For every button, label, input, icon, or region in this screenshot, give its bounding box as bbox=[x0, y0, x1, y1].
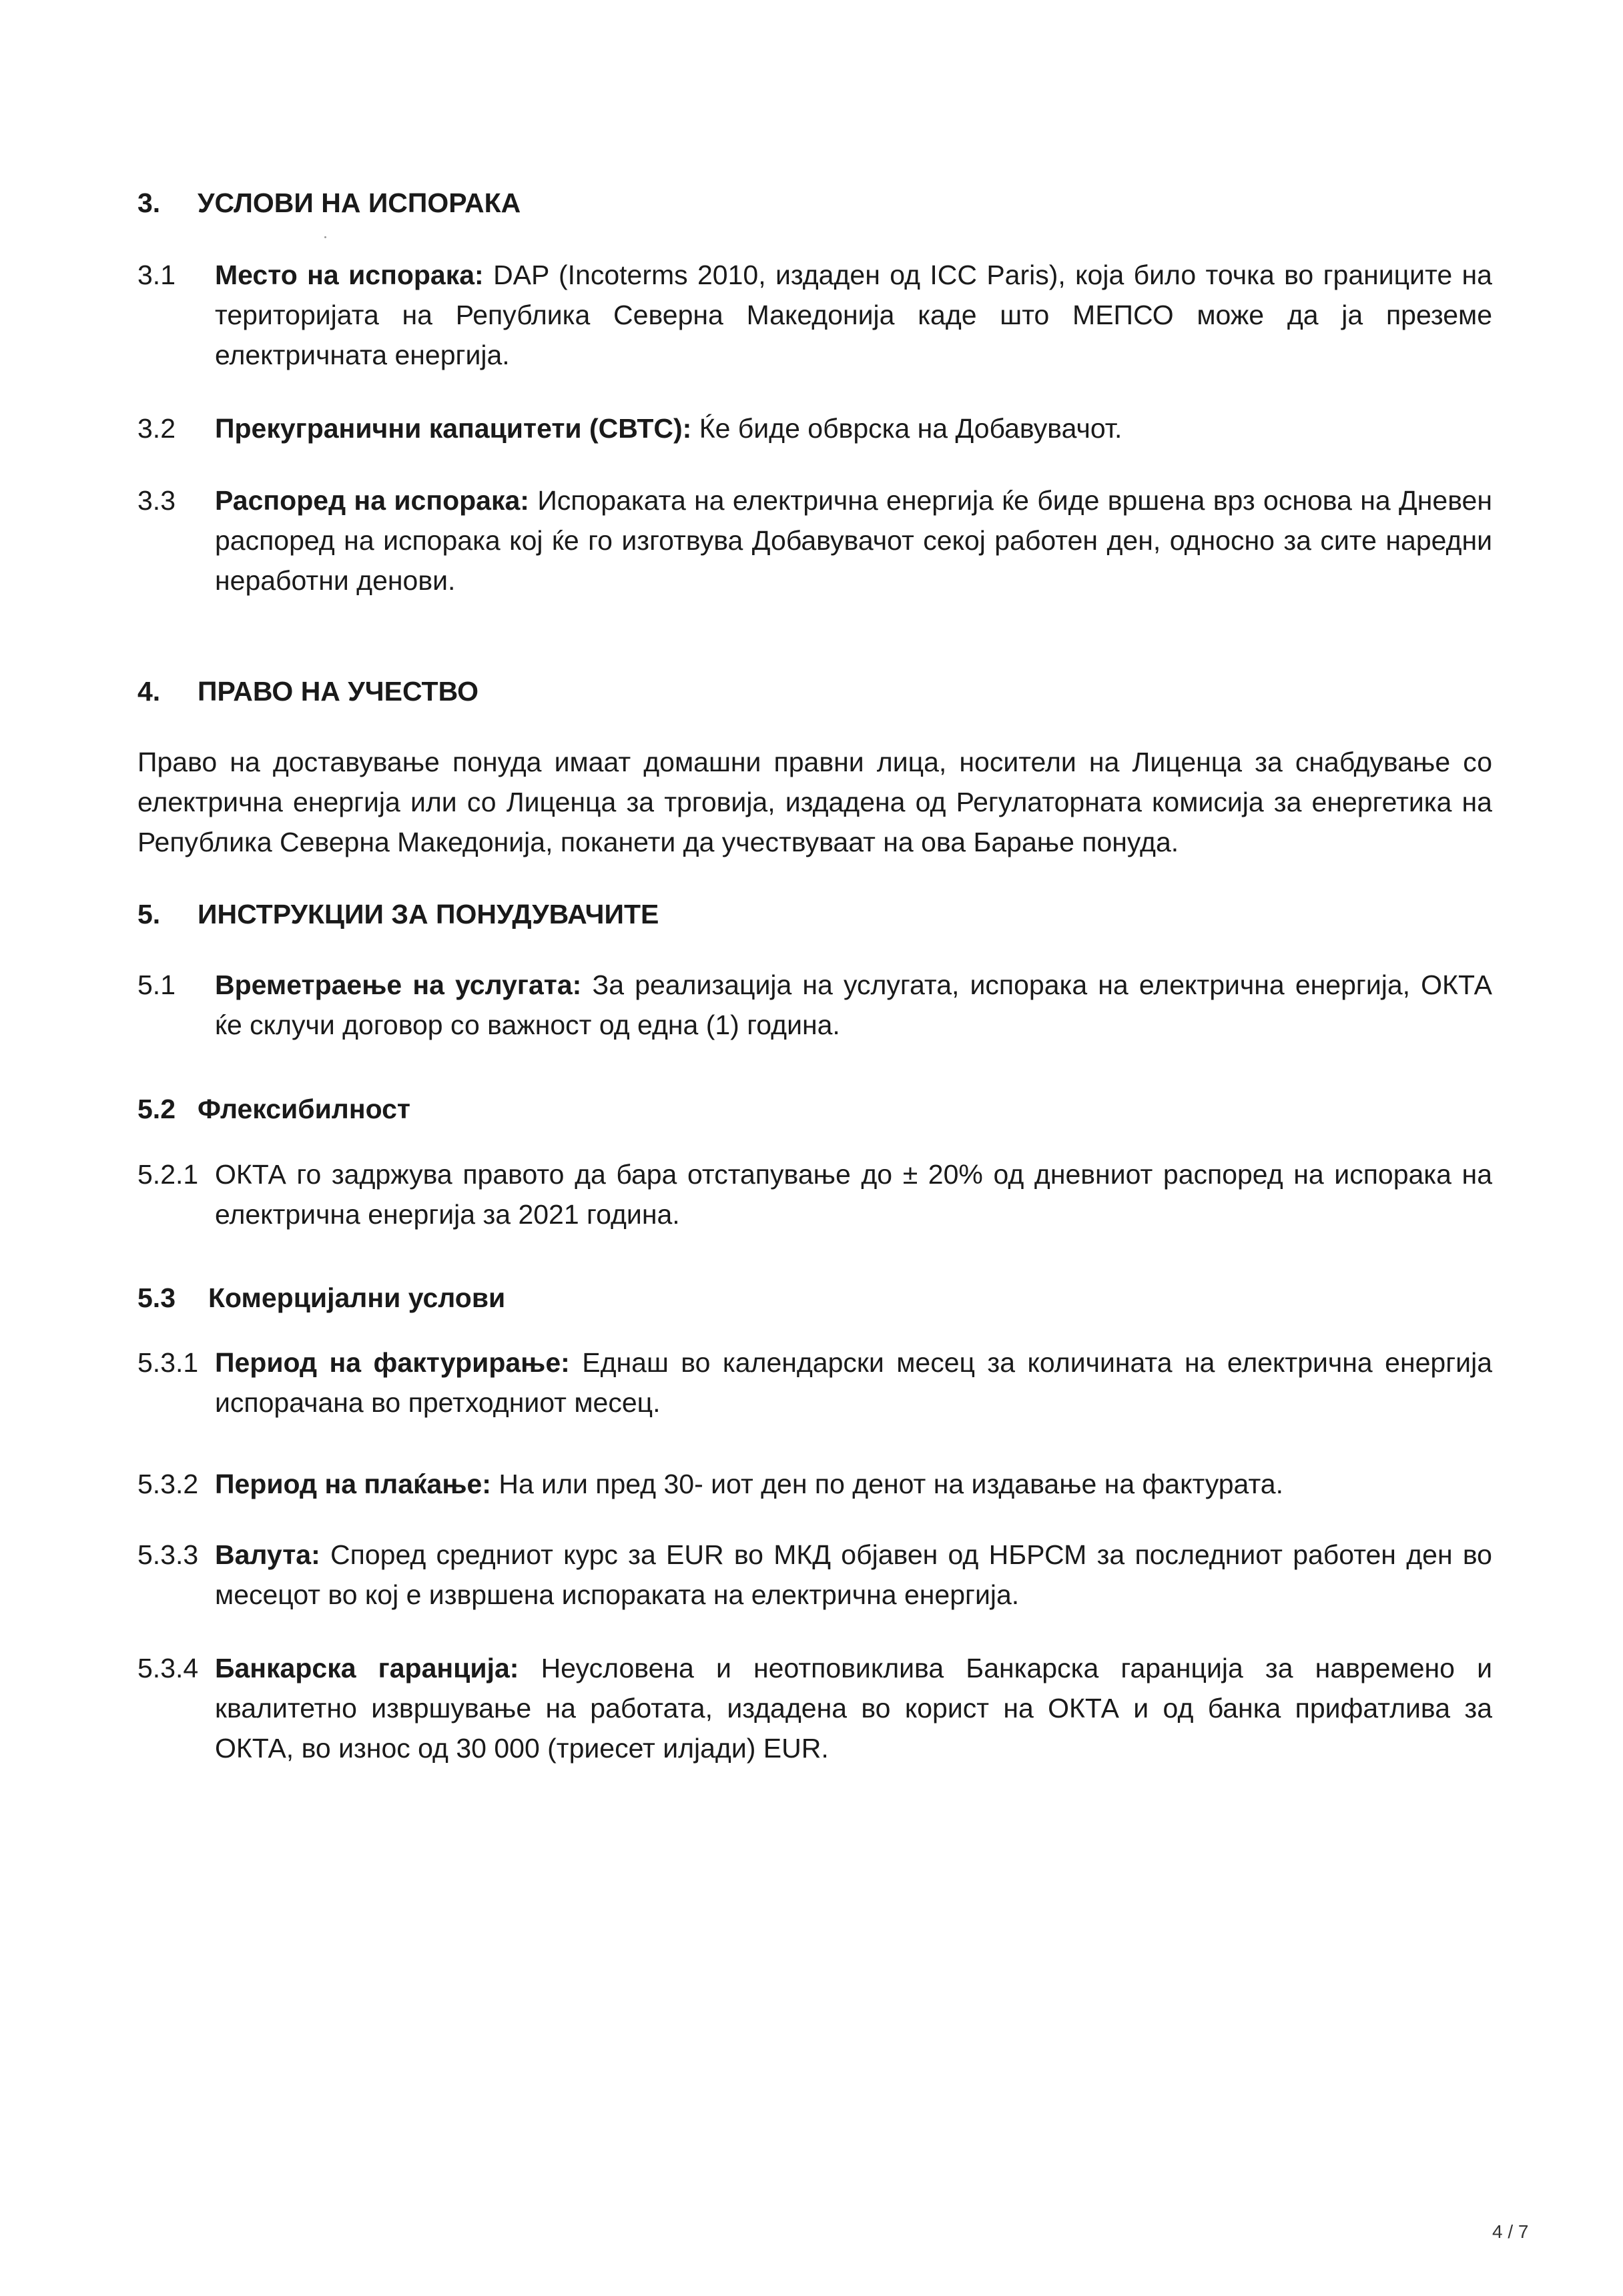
item-5-3-2 bbox=[137, 1464, 1492, 1504]
section-number: 5.3 bbox=[137, 1282, 176, 1313]
item-body bbox=[215, 1343, 1492, 1423]
item-text: Испораката на електрична енергија ќе биде вршена врз основа на Дневен распоред на испорака кој ќе го изготвува Добавувачот секој работен ден, односно за сите наредни неработни денови. bbox=[215, 485, 1492, 596]
item-label: Период на плаќање: bbox=[215, 1469, 491, 1499]
scan-speck bbox=[324, 236, 326, 238]
item-number: 5.3.4 bbox=[137, 1653, 199, 1683]
item-text: Според средниот курс за EUR во МКД објавен од НБРСМ за последниот работен ден во месецот во кој е извршена испораката на електрична енергија. bbox=[215, 1539, 1492, 1610]
item-number: 5.3.3 bbox=[137, 1539, 199, 1570]
item-3-1 bbox=[137, 255, 1492, 375]
item-number: 5.2.1 bbox=[137, 1159, 199, 1190]
item-number: 5.1 bbox=[137, 970, 176, 1000]
item-label: Времетраење на услугата: bbox=[215, 970, 582, 1000]
section-title: Флексибилност bbox=[198, 1094, 410, 1124]
item-label: Период на фактурирање: bbox=[215, 1347, 570, 1378]
item-text: Ќе биде обврска на Добавувачот. bbox=[699, 413, 1122, 444]
section-5-3-heading bbox=[137, 1278, 1492, 1318]
item-label: Распоред на испорака: bbox=[215, 485, 529, 516]
item-5-1 bbox=[137, 965, 1492, 1045]
item-label: Банкарска гаранција: bbox=[215, 1653, 519, 1683]
item-number: 3.1 bbox=[137, 260, 176, 290]
item-number: 5.3.1 bbox=[137, 1347, 199, 1378]
section-number: 3. bbox=[137, 187, 161, 218]
item-5-3-3 bbox=[137, 1535, 1492, 1615]
item-body bbox=[215, 255, 1492, 375]
section-number: 4. bbox=[137, 676, 161, 707]
item-number: 3.3 bbox=[137, 485, 176, 516]
item-text: Еднаш во календарски месец за количината на електрична енергија испорачана во претходниот месец. bbox=[215, 1347, 1492, 1418]
item-body bbox=[215, 1464, 1492, 1504]
section-title: УСЛОВИ НА ИСПОРАКА bbox=[198, 187, 521, 218]
item-3-2 bbox=[137, 408, 1492, 448]
item-body bbox=[215, 1648, 1492, 1768]
section-number: 5.2 bbox=[137, 1094, 176, 1124]
item-body bbox=[215, 1535, 1492, 1615]
section-number: 5. bbox=[137, 899, 161, 929]
item-label: Место на испорака: bbox=[215, 260, 484, 290]
item-number: 3.2 bbox=[137, 413, 176, 444]
item-text: ОКТА го задржува правото да бара отстапување до ± 20% од дневниот распоред на испорака на електрична енергија за 2021 година. bbox=[215, 1159, 1492, 1230]
section-3-heading bbox=[137, 183, 1492, 223]
item-number: 5.3.2 bbox=[137, 1469, 199, 1499]
section-title: Комерцијални услови bbox=[208, 1282, 506, 1313]
item-label: Прекугранични капацитети (СВТС): bbox=[215, 413, 692, 444]
section-5-heading bbox=[137, 894, 1492, 934]
item-body bbox=[215, 480, 1492, 601]
item-text: DAP (Incoterms 2010, издаден од ICC Paris), која било точка во границите на територијата на Република Северна Македонија каде што МЕПСО може да ја преземе електричната енергија. bbox=[215, 260, 1492, 370]
section-title: ПРАВО НА УЧЕСТВО bbox=[198, 676, 479, 707]
item-text: На или пред 30- иот ден по денот на издавање на фактурата. bbox=[499, 1469, 1283, 1499]
item-body bbox=[215, 408, 1492, 448]
section-5-2-heading bbox=[137, 1089, 1492, 1129]
item-5-3-1 bbox=[137, 1343, 1492, 1423]
section-4-heading bbox=[137, 671, 1492, 711]
item-3-3 bbox=[137, 480, 1492, 601]
item-label: Валута: bbox=[215, 1539, 320, 1570]
item-text: Неусловена и неотповиклива Банкарска гаранција за навремено и квалитетно извршување на работата, издадена во корист на ОКТА и од банка прифатлива за ОКТА, во износ од 30 000 (триесет илјади) EUR. bbox=[215, 1653, 1492, 1764]
item-body bbox=[215, 965, 1492, 1045]
page-number: 4 / 7 bbox=[1492, 2221, 1529, 2242]
item-text: За реализација на услугата, испорака на електрична енергија, ОКТА ќе склучи договор со важност од една (1) година. bbox=[215, 970, 1492, 1040]
section-title: ИНСТРУКЦИИ ЗА ПОНУДУВАЧИТЕ bbox=[198, 899, 659, 929]
section-4-paragraph: Право на доставување понуда имаат домашни правни лица, носители на Лиценца за снабдување со електрична енергија или со Лиценца за трговија, издадена од Регулаторната комисија за енергетика на Република Северна Македонија, поканети да учествуваат на ова Барање понуда. bbox=[137, 747, 1492, 857]
item-5-2-1 bbox=[137, 1154, 1492, 1234]
item-5-3-4 bbox=[137, 1648, 1492, 1768]
